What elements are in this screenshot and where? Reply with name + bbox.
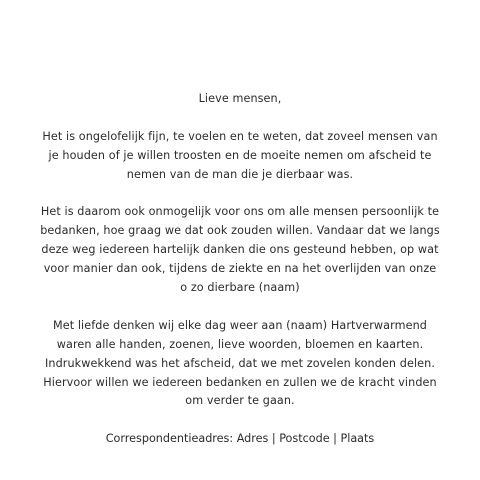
paragraph-gratitude: Het is daarom ook onmogelijk voor ons om alle mensen persoonlijk te bedanken, hoe graag we dat ook zouden willen. Vandaar dat we langs deze weg iedereen hartelijk danken die ons gesteund hebben, op wat voor manier dan ook, tijdens de ziekte en na het overlijden van onze o zo dierbare (naam) [40,205,440,295]
paragraph-remembrance: Met liefde denken wij elke dag weer aan (naam) Hartverwarmend waren alle handen, zoenen, lieve woorden, bloemen en kaarten. Indrukwekkend was het afscheid, dat we met zovelen konden delen. Hiervoor willen we iedereen bedanken en zullen we de kracht vinden om verder te gaan. [43,318,437,408]
spacer [40,298,440,317]
greeting: Lieve mensen, [198,92,282,105]
spacer [40,109,440,128]
spacer [40,185,440,204]
correspondence-address: Correspondentieadres: Adres | Postcode | Plaats [105,432,375,445]
card-body [40,90,440,411]
paragraph-thanks: Het is ongelofelijk fijn, te voelen en te weten, dat zoveel mensen van je houden of je willen troosten en de moeite nemen om afscheid te nemen van de man die je dierbaar was. [42,129,438,181]
